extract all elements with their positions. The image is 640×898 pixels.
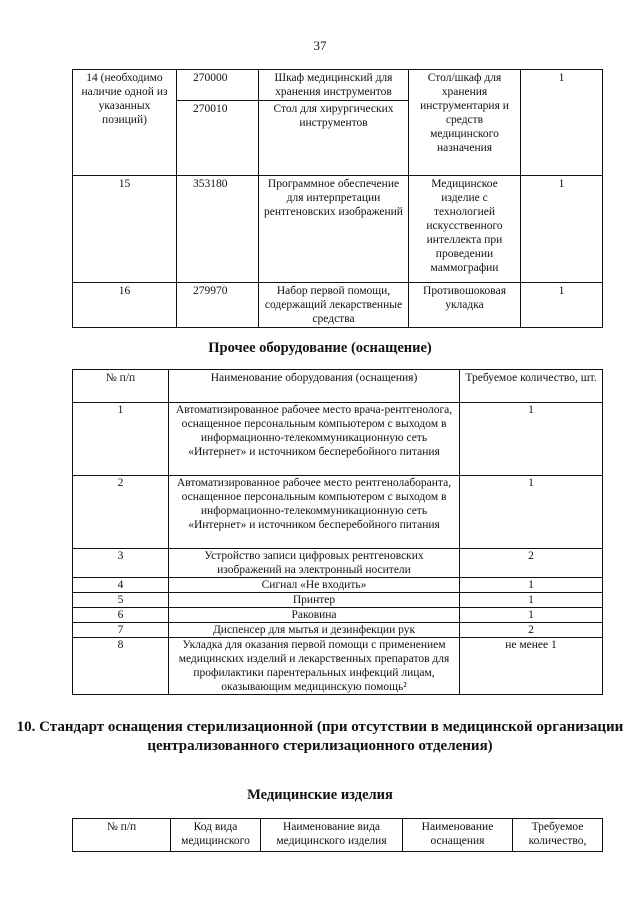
row-15-code: 353180 [177,176,259,283]
table-row [73,578,603,593]
row-14a-name: Шкаф медицинский для хранения инструментов [259,70,409,101]
row-14-qty: 1 [521,70,603,176]
row-name: Раковина [169,608,460,623]
row-16-equipment: Противошоковая укладка [409,283,521,328]
header-number: № п/п [73,819,171,852]
header-required-qty: Требуемое количество, шт. [460,370,603,403]
row-15-number: 15 [73,176,177,283]
row-16-name: Набор первой помощи, содержащий лекарственные средства [259,283,409,328]
sterilization-devices-table [72,818,603,852]
header-required-qty: Требуемое количество, [513,819,603,852]
row-number: 4 [73,578,169,593]
row-qty: не менее 1 [460,638,603,695]
row-qty: 2 [460,549,603,578]
row-number: 5 [73,593,169,608]
other-equipment-heading: Прочее оборудование (оснащение) [208,340,432,356]
row-15-name: Программное обеспечение для интерпретации рентгеновских изображений [259,176,409,283]
row-14a-code: 270000 [177,70,259,101]
header-device-name: Наименование вида медицинского изделия [261,819,403,852]
row-number: 2 [73,476,169,549]
row-qty: 1 [460,593,603,608]
page-number: 37 [313,38,327,53]
row-qty: 1 [460,476,603,549]
row-15-equipment: Медицинское изделие с технологией искусственного интеллекта при проведении маммографии [409,176,521,283]
table-row [73,623,603,638]
other-equipment-table [72,369,603,695]
table-row [73,608,603,623]
row-number: 8 [73,638,169,695]
row-number: 7 [73,623,169,638]
row-14b-name: Стол для хирургических инструментов [259,101,409,176]
row-name: Укладка для оказания первой помощи с применением медицинских изделий и лекарственных препаратов для профилактики парентеральных инфекций лицам, оказывающим медицинскую помощь² [169,638,460,695]
row-number: 1 [73,403,169,476]
row-qty: 2 [460,623,603,638]
header-number: № п/п [73,370,169,403]
row-16-number: 16 [73,283,177,328]
row-name: Устройство записи цифровых рентгеновских изображений на электронный носители [169,549,460,578]
header-equipment-name: Наименование оборудования (оснащения) [169,370,460,403]
row-16-qty: 1 [521,283,603,328]
row-number: 3 [73,549,169,578]
row-name: Принтер [169,593,460,608]
row-name: Диспенсер для мытья и дезинфекции рук [169,623,460,638]
medical-devices-table-continued [72,69,603,328]
header-device-code: Код вида медицинского [171,819,261,852]
row-qty: 1 [460,578,603,593]
row-16-code: 279970 [177,283,259,328]
row-number: 6 [73,608,169,623]
row-name: Сигнал «Не входить» [169,578,460,593]
table-row [73,549,603,578]
row-14b-code: 270010 [177,101,259,176]
table-row [73,476,603,549]
row-15-qty: 1 [521,176,603,283]
table-row [73,403,603,476]
row-qty: 1 [460,608,603,623]
header-equipment-name: Наименование оснащения [403,819,513,852]
row-qty: 1 [460,403,603,476]
row-name: Автоматизированное рабочее место рентгенолаборанта, оснащенное персональным компьютером с выходом в информационно-телекоммуникационную сеть «Интернет» и источником бесперебойного питания [169,476,460,549]
row-14-number: 14 (необходимо наличие одной из указанных позиций) [73,70,177,176]
row-14-equipment: Стол/шкаф для хранения инструментария и средств медицинского назначения [409,70,521,176]
medical-devices-heading: Медицинские изделия [247,787,393,803]
row-name: Автоматизированное рабочее место врача-рентгенолога, оснащенное персональным компьютером с выходом в информационно-телекоммуникационную сеть «Интернет» и источником бесперебойного питания [169,403,460,476]
table-row [73,638,603,695]
section-10-heading: 10. Стандарт оснащения стерилизационной (при отсутствии в медицинской организации централизованного стерилизационного отделения) [16,719,624,754]
table-row [73,593,603,608]
